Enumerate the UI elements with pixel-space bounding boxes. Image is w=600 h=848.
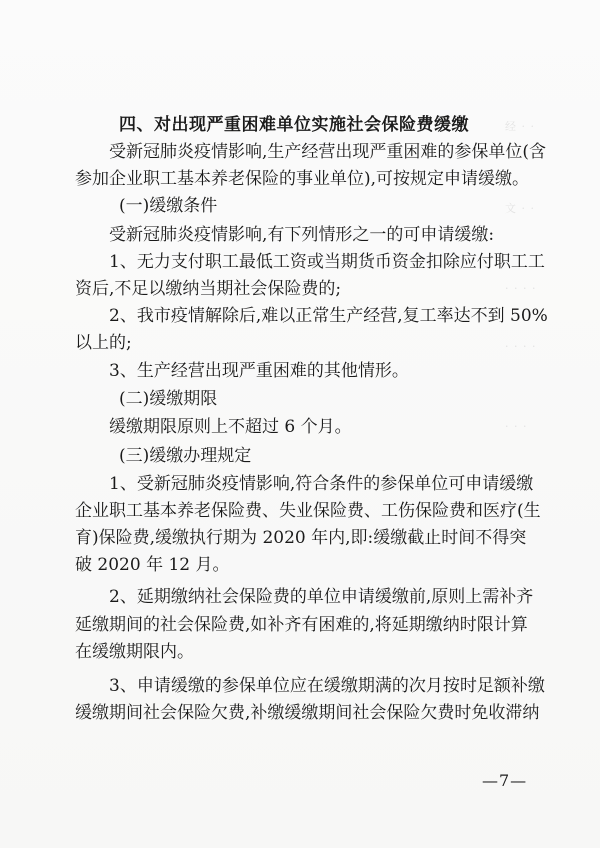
bleed-through-text: · · · · <box>505 282 537 295</box>
list-item-line: 1、受新冠肺炎疫情影响,符合条件的参保单位可申请缓缴 <box>109 474 534 494</box>
list-item-line: 资后,不足以缴纳当期社会保险费的; <box>75 279 342 299</box>
list-item-line: 3、生产经营出现严重困难的其他情形。 <box>109 361 409 381</box>
subsection-heading: (三)缓缴办理规定 <box>119 446 252 466</box>
section-title: 四、对出现严重困难单位实施社会保险费缓缴 <box>119 115 469 135</box>
bleed-through-text: · · · · <box>505 340 537 353</box>
list-item-line: 以上的; <box>75 333 132 353</box>
list-item-line: 育)保险费,缓缴执行期为 2020 年内,即:缓缴截止时间不得突 <box>75 528 527 548</box>
list-item-line: 2、我市疫情解除后,难以正常生产经营,复工率达不到 50% <box>109 306 548 326</box>
paragraph-line: 参加企业职工基本养老保险的事业单位),可按规定申请缓缴。 <box>75 169 530 189</box>
page-number: —7— <box>482 771 528 790</box>
list-item-line: 在缓缴期限内。 <box>75 642 194 662</box>
list-item-line: 1、无力支付职工最低工资或当期货币资金扣除应付职工工 <box>109 252 545 272</box>
list-item-line: 2、延期缴纳社会保险费的单位申请缓缴前,原则上需补齐 <box>109 587 534 607</box>
list-item-line: 3、申请缓缴的参保单位应在缓缴期满的次月按时足额补缴 <box>109 676 545 696</box>
paragraph-line: 受新冠肺炎疫情影响,生产经营出现严重困难的参保单位(含 <box>109 142 547 162</box>
list-item-line: 企业职工基本养老保险费、失业保险费、工伤保险费和医疗(生 <box>75 501 541 521</box>
list-item-line: 缓缴期间社会保险欠费,补缴缓缴期间社会保险欠费时免收滞纳 <box>75 703 540 723</box>
list-item-line: 延缴期间的社会保险费,如补齐有困难的,将延期缴纳时限计算 <box>75 615 528 635</box>
paragraph-line: 受新冠肺炎疫情影响,有下列情形之一的可申请缓缴: <box>109 225 495 245</box>
subsection-heading: (二)缓缴期限 <box>119 389 218 409</box>
bleed-through-text: 文 · · <box>505 202 535 215</box>
list-item-line: 破 2020 年 12 月。 <box>75 555 230 575</box>
paragraph-line: 缓缴期限原则上不超过 6 个月。 <box>109 417 352 437</box>
bleed-through-text: 经 · · <box>505 120 535 133</box>
bleed-through-text: · · · <box>505 420 528 433</box>
subsection-heading: (一)缓缴条件 <box>119 196 218 216</box>
